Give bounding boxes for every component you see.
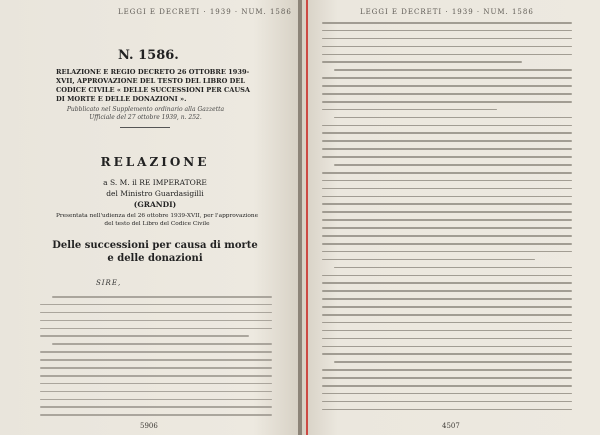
right-page <box>302 0 600 435</box>
presentation-note: Presentata nell'udienza del 26 ottobre 1939-XVII, per l'approvazione del testo del Libro del Codice Civile <box>55 213 259 227</box>
body-text-placeholder <box>40 296 272 422</box>
running-head-right: LEGGI E DECRETI · 1939 · NUM. 1586 <box>360 8 534 16</box>
book-title-line-1: Delle successioni per causa di morte <box>52 240 258 251</box>
page-number-left: 5906 <box>140 422 158 430</box>
relazione-heading: RELAZIONE <box>100 155 210 169</box>
left-page <box>0 0 298 435</box>
divider-rule <box>120 127 170 128</box>
decree-number: N. 1586. <box>118 48 179 63</box>
page-number-right: 4507 <box>442 422 460 430</box>
addressee: a S. M. il RE IMPERATORE <box>103 178 207 187</box>
body-text-placeholder <box>322 22 572 417</box>
publication-note: Pubblicato nel Supplemento ordinario alla Gazzetta Ufficiale del 27 ottobre 1939, n. 252. <box>66 106 225 121</box>
running-head-left: LEGGI E DECRETI · 1939 · NUM. 1586 <box>118 8 292 16</box>
book-title-line-2: e delle donazioni <box>107 253 203 264</box>
minister-line: del Ministro Guardasigilli <box>106 189 204 198</box>
binding-marker <box>306 0 308 435</box>
decree-heading: RELAZIONE E REGIO DECRETO 26 OTTOBRE 1939-XVII, APPROVAZIONE DEL TESTO DEL LIBRO DEL CODICE CIVILE « DELLE SUCCESSIONI PER CAUSA DI MORTE E DELLE DONAZIONI ». <box>56 68 251 103</box>
minister-name: (GRANDI) <box>133 200 177 209</box>
salutation: SIRE, <box>96 279 122 287</box>
